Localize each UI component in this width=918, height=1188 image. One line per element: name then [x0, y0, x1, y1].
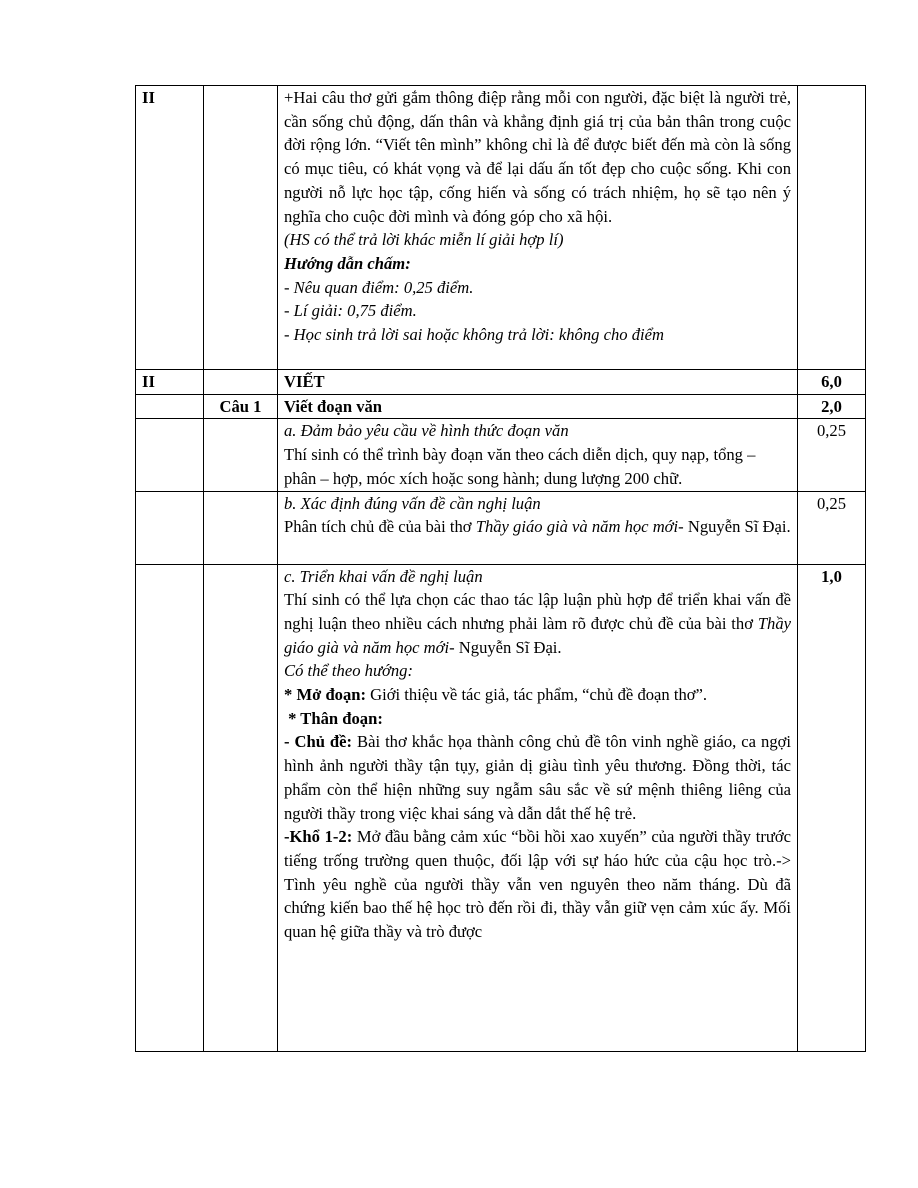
- theme-text: Bài thơ khắc họa thành công chủ đề tôn vinh nghề giáo, ca ngợi hình ảnh người thầy tận tụy, giản dị giàu tình yêu thương. Đồng thời, tác phẩm còn thể hiện những suy ngẫm sâu sắc về sứ mệnh thiêng liêng của người thầy trong việc khai sáng và dẫn dắt thế hệ trẻ.: [284, 732, 791, 823]
- score-cell: 0,25: [798, 491, 866, 564]
- criterion-text-part: - Nguyễn Sĩ Đại.: [678, 517, 791, 537]
- section-cell: II: [136, 86, 204, 370]
- answer-text: +Hai câu thơ gửi gắm thông điệp rằng mỗi con người, đặc biệt là người trẻ, cần sống chủ động, dấn thân và khẳng định giá trị của bản thân trong cuộc đời rộng lớn. “Viết tên mình” không chỉ là để được biết đến mà còn là sống có mục tiêu, có khát vọng và để lại dấu ấn tốt đẹp cho cuộc sống. Khi con người nỗ lực học tập, cống hiến và sống có trách nhiệm, họ sẽ tạo nên ý nghĩa cho cuộc đời mình và đóng góp cho xã hội.: [284, 88, 791, 226]
- content-cell: [278, 419, 798, 491]
- guide-item: - Lí giải: 0,75 điểm.: [284, 301, 417, 321]
- poem-title: Thầy giáo già và năm học mới: [284, 613, 791, 657]
- criterion-text-part: - Nguyễn Sĩ Đại.: [449, 637, 562, 657]
- table-row-reading-answer: [136, 86, 866, 370]
- guide-item: - Học sinh trả lời sai hoặc không trả lời: không cho điểm: [284, 325, 664, 345]
- question-cell: [204, 370, 278, 395]
- guide-item: - Nêu quan điểm: 0,25 điểm.: [284, 277, 474, 297]
- criterion-text-part: Thí sinh có thể lựa chọn các thao tác lập luận phù hợp để triển khai vấn đề nghị luận theo nhiều cách nhưng phải làm rõ được chủ đề của bài thơ: [284, 590, 791, 633]
- criterion-text-part: Phân tích chủ đề của bài thơ: [284, 517, 476, 537]
- table-row-criterion-c: [136, 564, 866, 1051]
- question-cell: [204, 564, 278, 1051]
- intro-text: Giới thiệu về tác giả, tác phẩm, “chủ đề đoạn thơ”.: [366, 685, 708, 705]
- content-cell: [278, 86, 798, 370]
- body-label: * Thân đoạn:: [284, 708, 383, 728]
- question-title: Viết đoạn văn: [278, 394, 798, 419]
- grading-table: [135, 85, 866, 1052]
- section-cell: II: [136, 370, 204, 395]
- question-cell: [204, 86, 278, 370]
- section-cell: [136, 419, 204, 491]
- theme-paragraph: [284, 730, 791, 825]
- section-cell: [136, 394, 204, 419]
- score-cell: 0,25: [798, 419, 866, 491]
- score-cell: [798, 86, 866, 370]
- direction-label: Có thể theo hướng:: [284, 661, 413, 681]
- stanza-text: Mở đầu bằng cảm xúc “bồi hồi xao xuyến” của người thầy trước tiếng trống trường quen thuộc, đối lập với sự háo hức của cậu học trò.-> Tình yêu nghề của người thầy vẫn ven nguyên theo năm tháng. Dù đã chứng kiến bao thế hệ học trò đến rồi đi, thầy vẫn giữ vẹn cảm xúc ấy. Mối quan hệ giữa thầy và trò được: [284, 827, 791, 942]
- question-cell: [204, 491, 278, 564]
- guide-title: Hướng dẫn chấm:: [284, 253, 411, 273]
- section-cell: [136, 564, 204, 1051]
- question-cell: [204, 419, 278, 491]
- intro-paragraph: [284, 683, 791, 707]
- poem-title: Thầy giáo già và năm học mới: [475, 517, 679, 537]
- score-cell: 1,0: [798, 564, 866, 1051]
- score-cell: 6,0: [798, 370, 866, 395]
- answer-note: (HS có thể trả lời khác miễn lí giải hợp lí): [284, 230, 564, 250]
- stanza-paragraph: [284, 825, 791, 944]
- criterion-heading: b. Xác định đúng vấn đề cần nghị luận: [284, 493, 541, 513]
- criterion-text: [284, 515, 791, 539]
- table-row-criterion-a: [136, 419, 866, 491]
- theme-label: - Chủ đề:: [284, 732, 353, 752]
- question-cell: Câu 1: [204, 394, 278, 419]
- criterion-heading: a. Đảm bảo yêu cầu về hình thức đoạn văn: [284, 421, 569, 441]
- intro-label: * Mở đoạn:: [284, 685, 367, 705]
- section-title: VIẾT: [278, 370, 798, 395]
- table-row-question-1: [136, 394, 866, 419]
- score-cell: 2,0: [798, 394, 866, 419]
- content-cell: [278, 491, 798, 564]
- table-row-writing-section: [136, 370, 866, 395]
- table-row-criterion-b: [136, 491, 866, 564]
- criterion-heading: c. Triển khai vấn đề nghị luận: [284, 566, 483, 586]
- content-cell: [278, 564, 798, 1051]
- criterion-text: Thí sinh có thể trình bày đoạn văn theo cách diễn dịch, quy nạp, tổng – phân – hợp, móc xích hoặc song hành; dung lượng 200 chữ.: [284, 445, 756, 488]
- criterion-text: [284, 588, 791, 659]
- section-cell: [136, 491, 204, 564]
- stanza-label: -Khổ 1-2:: [284, 827, 353, 847]
